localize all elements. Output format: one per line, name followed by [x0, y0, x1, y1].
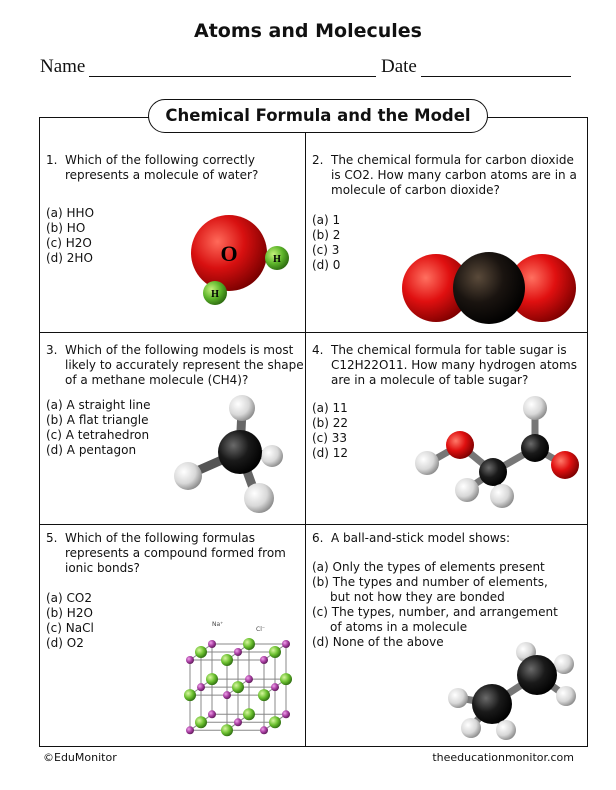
- question-number: 1.: [46, 153, 58, 167]
- chloride-ion: [243, 708, 255, 720]
- hydrogen-label: H: [273, 254, 281, 265]
- option-b[interactable]: (b) H2O: [46, 606, 93, 620]
- chloride-ion: [280, 673, 292, 685]
- hydrogen-atom: [490, 484, 514, 508]
- sodium-ion: [260, 726, 268, 734]
- name-blank[interactable]: [89, 76, 376, 77]
- chloride-ion: [195, 646, 207, 658]
- carbon-atom: [479, 458, 507, 486]
- hydrogen-atom: [448, 688, 468, 708]
- chloride-ion: [232, 681, 244, 693]
- chloride-ion: [243, 638, 255, 650]
- option-a[interactable]: (a) CO2: [46, 591, 92, 605]
- oxygen-atom: [551, 451, 579, 479]
- footer-copyright: ©EduMonitor: [43, 751, 117, 764]
- question-text: Which of the following models is most likely to accurately represent the shape of a methane molecule (CH4)?: [65, 343, 304, 387]
- hydrogen-atom: [229, 395, 255, 421]
- sodium-chloride-lattice-image: [178, 618, 300, 742]
- oxygen-atom: [446, 431, 474, 459]
- hydrogen-label: H: [211, 289, 219, 300]
- question-number: 5.: [46, 531, 58, 545]
- sodium-ion: [282, 710, 290, 718]
- option-a[interactable]: (a) 1: [312, 213, 341, 227]
- hydrogen-atom: [461, 718, 481, 738]
- option-c[interactable]: (c) 3: [312, 243, 340, 257]
- date-label: Date: [381, 56, 417, 77]
- question-number: 6.: [312, 531, 324, 545]
- option-c[interactable]: (c) 33: [312, 431, 348, 445]
- option-c[interactable]: (c) The types, number, and arrangement of atoms in a molecule: [312, 605, 558, 634]
- carbon-dioxide-molecule-image: [400, 250, 580, 330]
- carbon-atom: [517, 655, 557, 695]
- hydrogen-atom: [523, 396, 547, 420]
- option-d[interactable]: (d) 0: [312, 258, 341, 272]
- answer-options: [46, 398, 151, 458]
- option-d[interactable]: (d) A pentagon: [46, 443, 137, 457]
- answer-options: [312, 560, 567, 650]
- sodium-ion: [234, 718, 242, 726]
- question-text: The chemical formula for table sugar is C12H22O11. How many hydrogen atoms are in a molecule of table sugar?: [331, 343, 577, 387]
- option-d[interactable]: (d) None of the above: [312, 635, 444, 649]
- sodium-ion: [271, 683, 279, 691]
- option-d[interactable]: (d) O2: [46, 636, 84, 650]
- grid-divider-row-2: [39, 524, 588, 525]
- option-b[interactable]: (b) A flat triangle: [46, 413, 149, 427]
- option-b[interactable]: (b) 2: [312, 228, 341, 242]
- section-title: Chemical Formula and the Model: [148, 99, 488, 133]
- question-text: A ball-and-stick model shows:: [331, 531, 511, 545]
- carbon-atom: [521, 434, 549, 462]
- option-c[interactable]: (c) NaCl: [46, 621, 94, 635]
- carbon-atom: [218, 430, 262, 474]
- methane-molecule-image: [160, 390, 290, 520]
- question-text: Which of the following formulas represents a compound formed from ionic bonds?: [65, 531, 286, 575]
- hydrogen-atom: [556, 686, 576, 706]
- name-date-line: [40, 56, 580, 82]
- date-blank[interactable]: [421, 76, 571, 77]
- chloride-ion: [221, 654, 233, 666]
- hydrogen-atom: [554, 654, 574, 674]
- chloride-ion: [269, 716, 281, 728]
- hydrogen-atom: [496, 720, 516, 740]
- sodium-ion: [260, 656, 268, 664]
- option-a[interactable]: (a) 11: [312, 401, 348, 415]
- answer-options: [312, 213, 340, 273]
- hydrogen-atom: [244, 483, 274, 513]
- option-a[interactable]: (a) A straight line: [46, 398, 151, 412]
- option-b[interactable]: (b) HO: [46, 221, 86, 235]
- grid-divider-row-1: [39, 332, 588, 333]
- sodium-ion: [186, 656, 194, 664]
- sodium-ion: [282, 640, 290, 648]
- option-b[interactable]: (b) The types and number of elements, but not how they are bonded: [312, 575, 548, 604]
- oxygen-label: O: [220, 241, 238, 266]
- sodium-ion: [197, 683, 205, 691]
- sodium-ion: [234, 648, 242, 656]
- chloride-ion: [258, 689, 270, 701]
- hydrogen-atom: [261, 445, 283, 467]
- option-d[interactable]: (d) 12: [312, 446, 349, 460]
- sodium-ion: [208, 640, 216, 648]
- option-a[interactable]: (a) Only the types of elements present: [312, 560, 545, 574]
- chloride-ion: [184, 689, 196, 701]
- ethane-molecule-image: [440, 642, 585, 742]
- footer-website[interactable]: theeducationmonitor.com: [432, 751, 574, 764]
- question-text: Which of the following correctly represents a molecule of water?: [65, 153, 259, 182]
- option-c[interactable]: (c) A tetrahedron: [46, 428, 150, 442]
- sodium-ion: [208, 710, 216, 718]
- organic-molecule-image: [405, 390, 585, 515]
- chloride-ion: [206, 673, 218, 685]
- answer-options: [46, 591, 94, 651]
- option-d[interactable]: (d) 2HO: [46, 251, 93, 265]
- answer-options: [312, 401, 348, 461]
- chloride-ion: [221, 724, 233, 736]
- name-label: Name: [40, 56, 86, 77]
- sodium-ion: [223, 691, 231, 699]
- question-number: 2.: [312, 153, 324, 167]
- answer-options: [46, 206, 94, 266]
- chloride-ion: [269, 646, 281, 658]
- question-number: 3.: [46, 343, 58, 357]
- option-a[interactable]: (a) HHO: [46, 206, 95, 220]
- hydrogen-atom: [174, 462, 202, 490]
- option-c[interactable]: (c) H2O: [46, 236, 92, 250]
- option-b[interactable]: (b) 22: [312, 416, 349, 430]
- hydrogen-atom: [415, 451, 439, 475]
- chloride-ion: [195, 716, 207, 728]
- chloride-ion-label: Cl⁻: [256, 626, 266, 633]
- sodium-ion: [245, 675, 253, 683]
- worksheet-title: Atoms and Molecules: [194, 20, 422, 42]
- question-number: 4.: [312, 343, 324, 357]
- question-text: The chemical formula for carbon dioxide is CO2. How many carbon atoms are in a molecule of carbon dioxide?: [331, 153, 577, 197]
- carbon-atom: [472, 684, 512, 724]
- hydrogen-atom: [455, 478, 479, 502]
- water-molecule-image: [188, 204, 298, 314]
- carbon-atom: [453, 252, 525, 324]
- sodium-ion-label: Na⁺: [212, 621, 224, 628]
- sodium-ion: [186, 726, 194, 734]
